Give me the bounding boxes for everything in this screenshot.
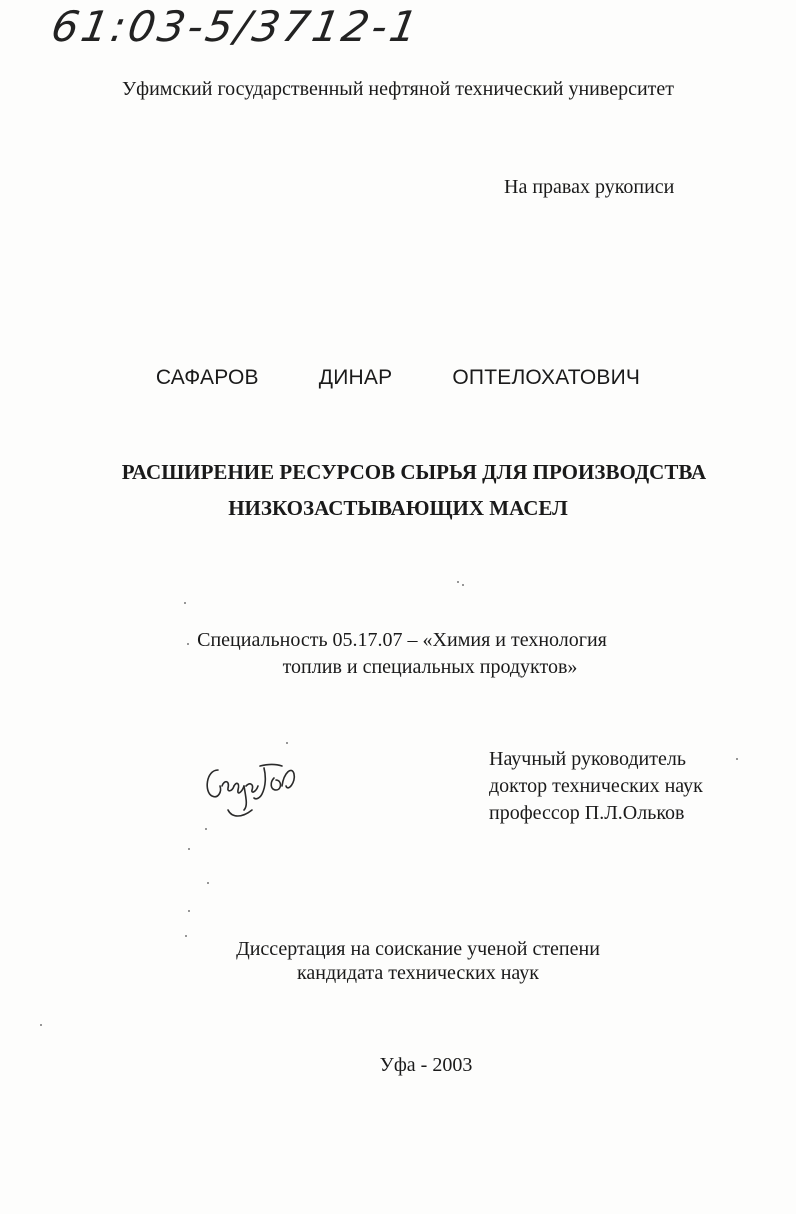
author-signature bbox=[196, 752, 306, 822]
manuscript-rights-note: На правах рукописи bbox=[504, 176, 675, 198]
supervisor-degree: доктор технических наук bbox=[489, 775, 703, 797]
scan-speck bbox=[184, 602, 186, 604]
scan-speck bbox=[188, 848, 190, 850]
dissertation-line-1: Диссертация на соискание ученой степени bbox=[236, 938, 600, 960]
specialty-line-1: Специальность 05.17.07 – «Химия и технология bbox=[197, 629, 607, 651]
scan-speck bbox=[286, 742, 288, 744]
author-name: САФАРОВ ДИНАР ОПТЕЛОХАТОВИЧ bbox=[155, 366, 641, 389]
supervisor-role: Научный руководитель bbox=[489, 748, 686, 770]
scan-speck bbox=[40, 1024, 42, 1026]
archive-code-handwritten: 61:03-5/3712-1 bbox=[47, 2, 425, 51]
city-year: Уфа - 2003 bbox=[379, 1054, 473, 1076]
title-line-1: РАСШИРЕНИЕ РЕСУРСОВ СЫРЬЯ ДЛЯ ПРОИЗВОДСТВА bbox=[121, 460, 707, 484]
scan-speck bbox=[736, 758, 738, 760]
supervisor-name: профессор П.Л.Ольков bbox=[489, 802, 685, 824]
specialty-line-2: топлив и специальных продуктов» bbox=[282, 656, 578, 678]
scan-speck bbox=[207, 882, 209, 884]
scan-speck bbox=[462, 584, 464, 586]
scan-speck bbox=[205, 828, 207, 830]
scan-speck bbox=[185, 935, 187, 937]
scan-speck bbox=[188, 910, 190, 912]
university-name: Уфимский государственный нефтяной технический университет bbox=[121, 78, 675, 100]
dissertation-line-2: кандидата технических наук bbox=[296, 962, 540, 984]
title-line-2: НИЗКОЗАСТЫВАЮЩИХ МАСЕЛ bbox=[228, 496, 568, 520]
scan-speck bbox=[187, 643, 189, 645]
supervisor-block bbox=[489, 746, 703, 827]
scan-speck bbox=[457, 581, 459, 583]
